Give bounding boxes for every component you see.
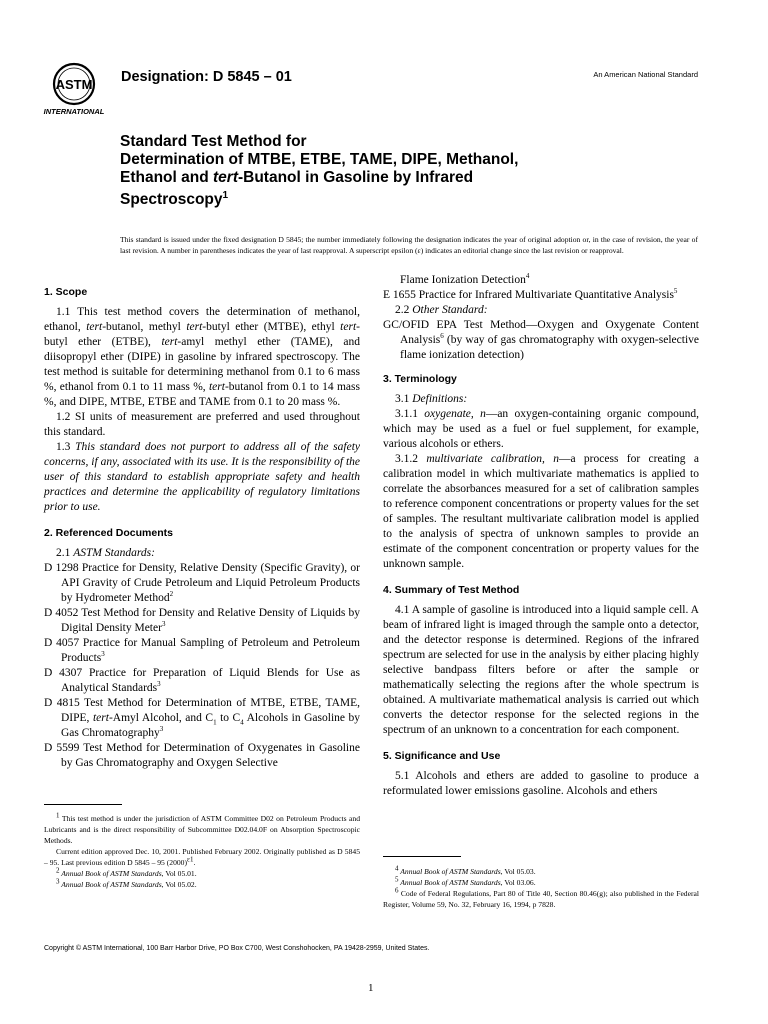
other-standard-label: 2.2 Other Standard: <box>395 304 488 316</box>
ref-d5599-continued: Flame Ionization Detection$^4$ <box>400 272 530 286</box>
footnote-3: $^3$ Annual Book of ASTM Standards, Vol 05.02. <box>56 877 197 889</box>
logo-subtext: INTERNATIONAL <box>43 107 105 116</box>
section-significance-heading: 5. Significance and Use <box>383 750 501 762</box>
term-oxygenate: 3.1.1 oxygenate, n—an oxygen-containing organic compound, which may be used as a fuel or fuel supplement, for example, various alcohols or ethers. <box>383 408 699 450</box>
ref-gc-ofid: GC/OFID EPA Test Method—Oxygen and Oxygenate Content Analysis$^6$ (by way of gas chromatography with oxygen-selective flame ionization detection) <box>383 319 699 361</box>
ref-d4815: D 4815 Test Method for Determination of MTBE, ETBE, TAME, DIPE, tert-Amyl Alcohol, and $C_1$ to $C_4$ Alcohols in Gasoline by Gas Chromatography$^3$ <box>44 697 361 739</box>
significance-5-1: 5.1 Alcohols and ethers are added to gasoline to produce a reformulated lower emissions gasoline. Alcohols and ethers <box>383 770 699 797</box>
footnote-5: $^5$ Annual Book of ASTM Standards, Vol 03.06. <box>395 875 536 887</box>
footnote-rule-left <box>44 804 122 805</box>
section-scope-heading: 1. Scope <box>44 286 88 298</box>
footnote-6: $^6$ Code of Federal Regulations, Part 80 of Title 40, Section 80.46(g); also published in the Federal Register, Volume 59, No. 32, February 16, 1994, p 7828. <box>383 886 699 909</box>
footnotes-right <box>383 866 699 910</box>
ref-d4307: D 4307 Practice for Preparation of Liquid Blends for Use as Analytical Standards$^3$ <box>44 667 360 694</box>
logo-text: ASTM <box>55 77 93 92</box>
title-line-4: Spectroscopy$^1$ <box>120 190 229 209</box>
section-referenced-documents-heading: 2. Referenced Documents <box>44 527 173 539</box>
footnote-rule-right <box>383 856 461 857</box>
ref-d4057: D 4057 Practice for Manual Sampling of Petroleum and Petroleum Products$^3$ <box>44 637 360 664</box>
footnotes-left <box>44 813 360 890</box>
section-summary-heading: 4. Summary of Test Method <box>383 584 520 596</box>
astm-logo <box>38 62 112 118</box>
title-line-1: Standard Test Method for <box>120 133 307 150</box>
document-title <box>120 133 680 209</box>
title-line-3: Ethanol and tert-Butanol in Gasoline by Infrared <box>120 169 474 186</box>
right-column <box>383 272 699 799</box>
left-column <box>44 285 360 771</box>
footnote-2: $^2$ Annual Book of ASTM Standards, Vol 05.01. <box>56 866 197 878</box>
ref-d1298: D 1298 Practice for Density, Relative Density (Specific Gravity), or API Gravity of Crude Petroleum and Liquid Petroleum Products by Hydrometer Method$^2$ <box>44 562 360 604</box>
page-number: 1 <box>368 982 374 994</box>
ref-d4052: D 4052 Test Method for Density and Relative Density of Liquids by Digital Density Meter$^3$ <box>44 607 360 634</box>
ref-d5599: D 5599 Test Method for Determination of Oxygenates in Gasoline by Gas Chromatography and Oxygen Selective <box>44 742 360 769</box>
issuance-notice: This standard is issued under the fixed designation D 5845; the number immediately following the designation indicates the year of original adoption or, in the case of revision, the year of last revision. A number in parentheses indicates the year of last reapproval. A superscript epsilon (ε) indicates an editorial change since the last revision or reapproval. <box>120 235 698 255</box>
footnote-1: $^1$ This test method is under the jurisdiction of ASTM Committee D02 on Petroleum Products and Lubricants and is the direct responsibility of Subcommittee D02.04.0F on Absorption Spectroscopic Methods. <box>44 811 360 845</box>
footnote-1-edition: Current edition approved Dec. 10, 2001. Published February 2002. Originally published as D 5845 – 95. Last previous edition D 5845 – 95 $(2000)^{\varepsilon 1}$. <box>44 847 360 867</box>
copyright: Copyright © ASTM International, 100 Barr Harbor Drive, PO Box C700, West Conshohocken, PA 19428-2959, United States. <box>44 945 430 952</box>
scope-1-1: 1.1 This test method covers the determination of methanol, ethanol, tert-butanol, methyl tert-butyl ether (MTBE), ethyl tert-butyl ether (ETBE), tert-amyl methyl ether (TAME), and diisopropyl ether (DIPE) in gasoline by infrared spectroscopy. The test method is suitable for determining methanol from 0.1 to 6 mass %, ethanol from 0.1 to 11 mass %, tert-butanol from 0.1 to 14 mass %, and DIPE, MTBE, ETBE and TAME from 0.1 to 20 mass %. <box>44 306 361 408</box>
title-line-2: Determination of MTBE, ETBE, TAME, DIPE, Methanol, <box>120 151 519 168</box>
summary-4-1: 4.1 A sample of gasoline is introduced into a liquid sample cell. A beam of infrared light is imaged through the sample onto a detector, and the detector response is determined. Regions of the infrared spectrum are selected for use in the analysis by either placing highly selective bandpass filters before or after the sample or mathematically selecting the regions after the whole spectrum is obtained. A multivariate mathematical analysis is carried out which converts the detector response for the selected regions in the spectrum of an unknown to a concentration for each component. <box>383 604 699 736</box>
footnote-4: $^4$ Annual Book of ASTM Standards, Vol 05.03. <box>395 864 536 876</box>
american-national-standard: An American National Standard <box>593 70 698 79</box>
term-multivariate-calibration: 3.1.2 multivariate calibration, n—a process for creating a calibration model in which multivariate mathematics is applied to correlate the absorbances measured for a set of calibration samples to reference component concentrations or property values for the set of samples. The resultant multivariate calibration model is applied to the analysis of spectra of unknown samples to provide an estimate of the component concentration or property values for the unknown sample. <box>383 453 699 570</box>
scope-1-2: 1.2 SI units of measurement are preferred and used throughout this standard. <box>44 411 360 438</box>
designation: Designation: D 5845 – 01 <box>121 69 292 85</box>
section-terminology-heading: 3. Terminology <box>383 373 457 385</box>
ref-e1655: E 1655 Practice for Infrared Multivariate Quantitative Analysis$^5$ <box>383 287 678 301</box>
scope-1-3: 1.3 This standard does not purport to address all of the safety concerns, if any, associated with its use. It is the responsibility of the user of this standard to establish appropriate safety and health practices and determine the applicability of regulatory limitations prior to use. <box>44 441 361 513</box>
astm-standards-label: 2.1 ASTM Standards: <box>56 547 155 559</box>
definitions-label: 3.1 Definitions: <box>395 393 468 405</box>
